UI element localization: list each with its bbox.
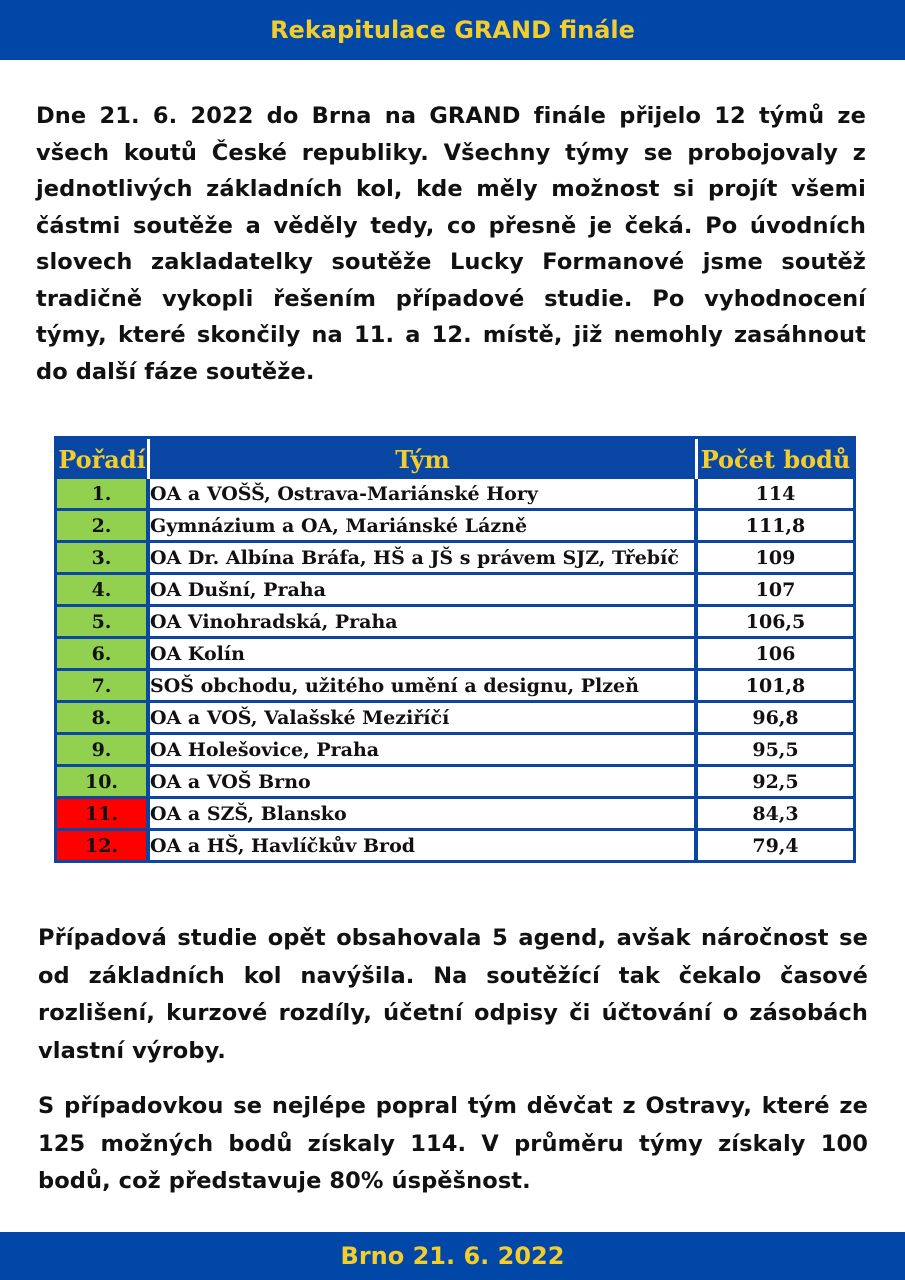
- points-cell: 106: [698, 639, 853, 671]
- points-cell: 114: [698, 479, 853, 511]
- team-cell: OA a VOŠŠ, Ostrava-Mariánské Hory: [150, 479, 698, 511]
- points-cell: 95,5: [698, 735, 853, 767]
- rank-cell: 2.: [57, 511, 150, 543]
- table-row: [57, 767, 853, 799]
- points-cell: 106,5: [698, 607, 853, 639]
- rank-cell: 4.: [57, 575, 150, 607]
- team-cell: OA a VOŠ Brno: [150, 767, 698, 799]
- points-cell: 109: [698, 543, 853, 575]
- table-row: [57, 735, 853, 767]
- points-cell: 92,5: [698, 767, 853, 799]
- team-cell: OA a HŠ, Havlíčkův Brod: [150, 831, 698, 860]
- points-cell: 79,4: [698, 831, 853, 860]
- rank-cell: 6.: [57, 639, 150, 671]
- team-cell: OA Dr. Albína Bráfa, HŠ a JŠ s právem SJZ, Třebíč: [150, 543, 698, 575]
- team-cell: Gymnázium a OA, Mariánské Lázně: [150, 511, 698, 543]
- table-row: [57, 703, 853, 735]
- rank-cell: 12.: [57, 831, 150, 860]
- team-cell: OA a VOŠ, Valašské Meziříčí: [150, 703, 698, 735]
- team-cell: OA a SZŠ, Blansko: [150, 799, 698, 831]
- table-row: [57, 511, 853, 543]
- table-row: [57, 639, 853, 671]
- header-rank: Pořadí: [57, 439, 150, 479]
- rank-cell: 11.: [57, 799, 150, 831]
- header-points: Počet bodů: [700, 444, 851, 474]
- table-row: [57, 543, 853, 575]
- points-cell: 111,8: [698, 511, 853, 543]
- team-cell: OA Holešovice, Praha: [150, 735, 698, 767]
- table-row: [57, 607, 853, 639]
- rank-cell: 10.: [57, 767, 150, 799]
- results-body: [57, 479, 853, 860]
- team-cell: OA Vinohradská, Praha: [150, 607, 698, 639]
- rank-cell: 8.: [57, 703, 150, 735]
- study-paragraph: Případová studie opět obsahovala 5 agend, avšak náročnost se od základních kol navýšila. Na soutěžící tak čekalo časové rozlišení, kurzové rozdíly, účetní odpisy či účtování o zásobách vlastní výroby.: [38, 925, 868, 1064]
- rank-cell: 5.: [57, 607, 150, 639]
- header-bar: [0, 0, 905, 60]
- rank-cell: 9.: [57, 735, 150, 767]
- result-paragraph: S případovkou se nejlépe popral tým děvčat z Ostravy, které ze 125 možných bodů získaly 114. V průměru týmy získaly 100 bodů, což představuje 80% úspěšnost.: [38, 1093, 868, 1194]
- table-row: [57, 831, 853, 860]
- rank-cell: 7.: [57, 671, 150, 703]
- team-cell: OA Dušní, Praha: [150, 575, 698, 607]
- team-cell: OA Kolín: [150, 639, 698, 671]
- table-row: [57, 575, 853, 607]
- rank-cell: 1.: [57, 479, 150, 511]
- points-cell: 101,8: [698, 671, 853, 703]
- footer-bar: [0, 1232, 905, 1280]
- page-title: Rekapitulace GRAND finále: [270, 16, 635, 44]
- table-row: [57, 799, 853, 831]
- footer-text: Brno 21. 6. 2022: [340, 1242, 565, 1270]
- header-team: Tým: [150, 439, 698, 479]
- results-table: [54, 436, 856, 863]
- table-header-row: [57, 439, 853, 479]
- intro-paragraph: Dne 21. 6. 2022 do Brna na GRAND finále přijelo 12 týmů ze všech koutů České republiky. Všechny týmy se probojovaly z jednotlivých základních kol, kde měly možnost si projít všemi částmi soutěže a věděly tedy, co přesně je čeká. Po úvodních slovech zakladatelky soutěže Lucky Formanové jsme soutěž tradičně vykopli řešením případové studie. Po vyhodnocení týmy, které skončily na 11. a 12. místě, již nemohly zasáhnout do další fáze soutěže.: [36, 103, 866, 385]
- points-cell: 96,8: [698, 703, 853, 735]
- team-cell: SOŠ obchodu, užitého umění a designu, Plzeň: [150, 671, 698, 703]
- rank-cell: 3.: [57, 543, 150, 575]
- table-row: [57, 479, 853, 511]
- points-cell: 107: [698, 575, 853, 607]
- points-cell: 84,3: [698, 799, 853, 831]
- table-row: [57, 671, 853, 703]
